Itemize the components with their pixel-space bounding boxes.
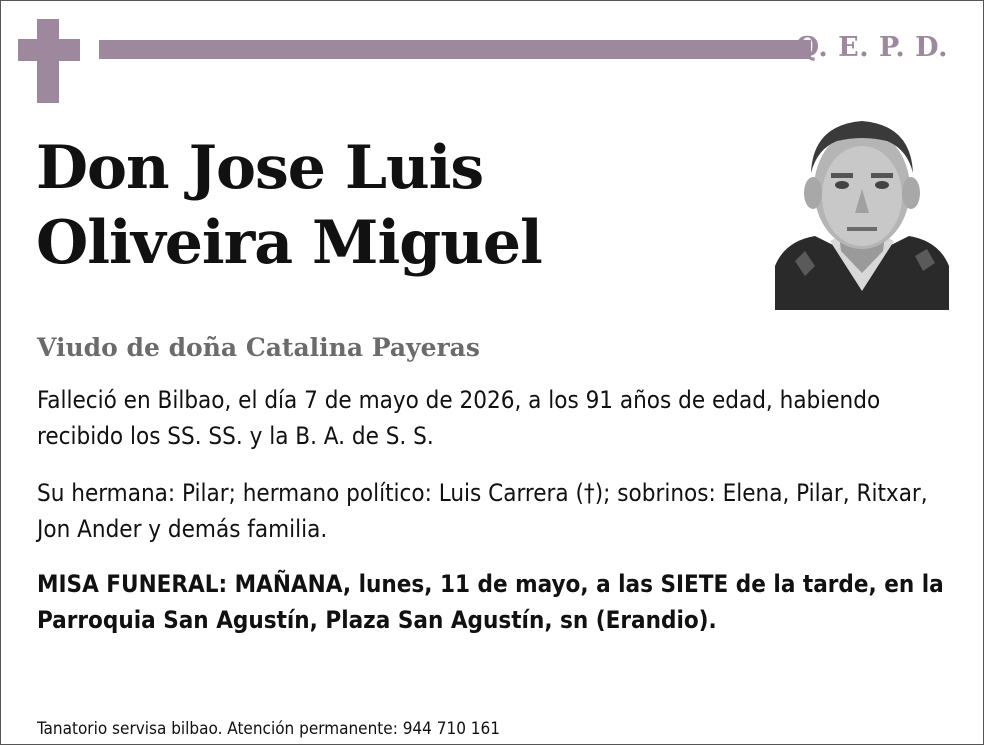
death-notice-paragraph: Falleció en Bilbao, el día 7 de mayo de 2026, a los 91 años de edad, habiendo recibido los SS. SS. y la B. A. de S. S.: [37, 386, 881, 450]
qepd-label: Q. E. P. D.: [795, 32, 948, 63]
widow-line: Viudo de doña Catalina Payeras: [37, 333, 480, 362]
portrait-photo: [775, 101, 949, 310]
deceased-name-line1: Don Jose Luis: [36, 133, 484, 203]
funeral-paragraph: MISA FUNERAL: MAÑANA, lunes, 11 de mayo, a las SIETE de la tarde, en la Parroquia San Agustín, Plaza San Agustín, sn (Erandio).: [37, 570, 944, 634]
cross-icon-vertical: [37, 19, 59, 103]
cross-icon-horizontal: [18, 39, 80, 61]
funeral-home-footer: Tanatorio servisa bilbao. Atención permanente: 944 710 161: [37, 719, 500, 739]
family-paragraph: Su hermana: Pilar; hermano político: Luis Carrera (†); sobrinos: Elena, Pilar, Ritxar, Jon Ander y demás familia.: [37, 479, 928, 543]
deceased-name-line2: Oliveira Miguel: [36, 208, 542, 278]
deceased-name: [36, 131, 756, 281]
header-bar: [99, 40, 811, 59]
